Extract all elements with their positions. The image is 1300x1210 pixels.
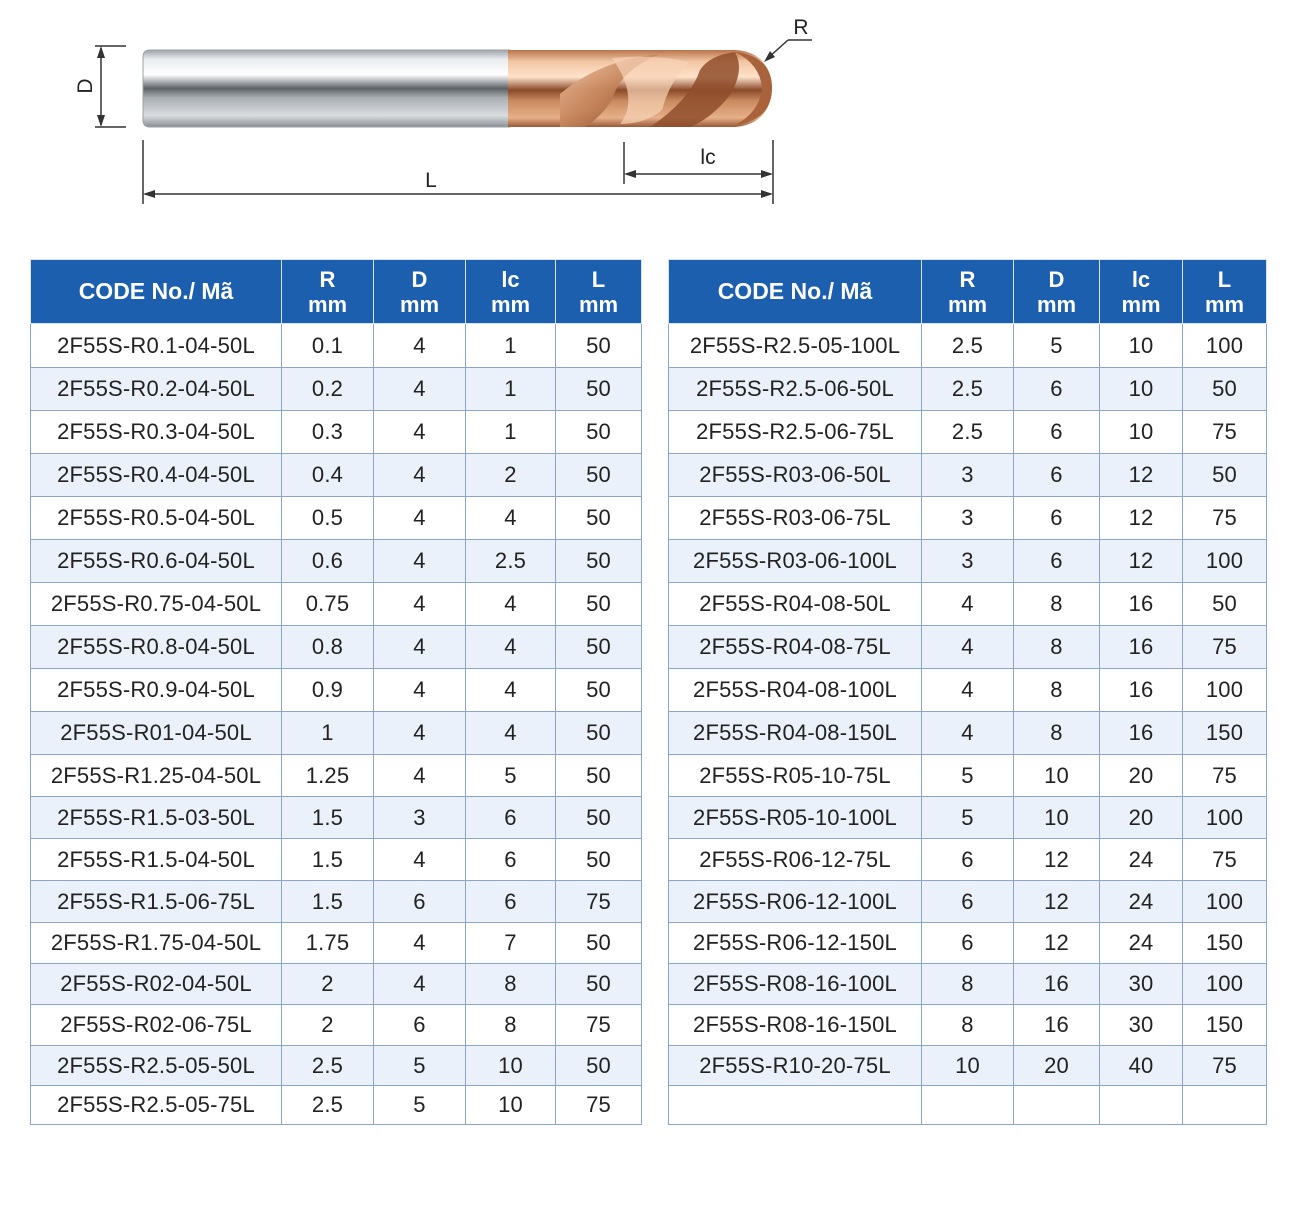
table-row — [669, 368, 1267, 411]
cell-code: 2F55S-R06-12-100L — [669, 881, 922, 923]
cell-lc: 16 — [1100, 669, 1183, 712]
cell-lc: 7 — [466, 923, 556, 964]
cell-code: 2F55S-R04-08-75L — [669, 626, 922, 669]
spec-table-right — [668, 259, 1267, 1125]
header-lc-label: lc — [501, 266, 520, 292]
cell-d: 6 — [1014, 411, 1100, 454]
table-row — [669, 712, 1267, 755]
table-row — [669, 669, 1267, 712]
cell-code: 2F55S-R02-04-50L — [31, 964, 282, 1005]
header-l-unit: mm — [1204, 291, 1245, 317]
cell-lc: 10 — [466, 1046, 556, 1086]
table-row — [31, 1086, 642, 1125]
table-row — [669, 839, 1267, 881]
header-r-unit: mm — [947, 291, 988, 317]
cell-code: 2F55S-R1.5-06-75L — [31, 881, 282, 923]
cell-code: 2F55S-R0.1-04-50L — [31, 324, 282, 368]
table-row — [31, 626, 642, 669]
cell-code: 2F55S-R03-06-50L — [669, 454, 922, 497]
cell-r: 5 — [922, 797, 1014, 839]
cell-r: 4 — [922, 626, 1014, 669]
table-row — [669, 797, 1267, 839]
cell-lc: 2.5 — [466, 540, 556, 583]
table-row — [31, 324, 642, 368]
cell-d: 4 — [374, 324, 466, 368]
cell-d: 4 — [374, 454, 466, 497]
cell-d: 20 — [1014, 1046, 1100, 1086]
cell-lc: 30 — [1100, 1005, 1183, 1046]
cell-r: 2 — [282, 964, 374, 1005]
cell-code: 2F55S-R2.5-05-50L — [31, 1046, 282, 1086]
cell-lc: 4 — [466, 583, 556, 626]
cell-r: 3 — [922, 454, 1014, 497]
cell-lc: 4 — [466, 669, 556, 712]
cell-code: 2F55S-R0.8-04-50L — [31, 626, 282, 669]
cell-lc: 5 — [466, 755, 556, 797]
cell-l: 50 — [556, 583, 642, 626]
cell-lc: 16 — [1100, 583, 1183, 626]
cell-r: 4 — [922, 583, 1014, 626]
cell-l: 150 — [1183, 923, 1267, 964]
cell-code: 2F55S-R1.5-04-50L — [31, 839, 282, 881]
cell-d: 6 — [1014, 454, 1100, 497]
dimension-label-d: D — [74, 78, 97, 94]
cell-d: 10 — [1014, 755, 1100, 797]
cell-code: 2F55S-R0.3-04-50L — [31, 411, 282, 454]
cell-lc: 12 — [1100, 497, 1183, 540]
cell-code: 2F55S-R0.5-04-50L — [31, 497, 282, 540]
header-l-label: L — [1217, 266, 1232, 292]
cell-l: 50 — [556, 964, 642, 1005]
table-row — [669, 881, 1267, 923]
header-d — [1014, 260, 1100, 324]
cell-code: 2F55S-R01-04-50L — [31, 712, 282, 755]
cell-d: 12 — [1014, 923, 1100, 964]
cell-r: 2.5 — [282, 1086, 374, 1125]
cell-lc: 4 — [466, 626, 556, 669]
cell-r: 5 — [922, 755, 1014, 797]
cell-code — [669, 1086, 922, 1125]
cell-l — [1183, 1086, 1267, 1125]
table-row — [31, 755, 642, 797]
cell-l: 50 — [1183, 583, 1267, 626]
cell-code: 2F55S-R1.25-04-50L — [31, 755, 282, 797]
cell-r: 0.8 — [282, 626, 374, 669]
cell-code: 2F55S-R1.75-04-50L — [31, 923, 282, 964]
cell-l: 75 — [556, 1086, 642, 1125]
cell-r: 0.75 — [282, 583, 374, 626]
cell-lc: 8 — [466, 1005, 556, 1046]
table-header-row — [31, 260, 642, 324]
cell-r: 10 — [922, 1046, 1014, 1086]
table-row — [31, 712, 642, 755]
table-row — [669, 324, 1267, 368]
header-code: CODE No./ Mã — [669, 260, 922, 324]
cell-d: 4 — [374, 755, 466, 797]
cell-code: 2F55S-R08-16-150L — [669, 1005, 922, 1046]
cell-d: 8 — [1014, 583, 1100, 626]
cell-r: 3 — [922, 540, 1014, 583]
cell-r: 1.75 — [282, 923, 374, 964]
cell-code: 2F55S-R06-12-150L — [669, 923, 922, 964]
header-r — [922, 260, 1014, 324]
cell-lc: 6 — [466, 797, 556, 839]
table-header-row — [669, 260, 1267, 324]
cell-code: 2F55S-R02-06-75L — [31, 1005, 282, 1046]
cell-l: 50 — [556, 1046, 642, 1086]
cell-code: 2F55S-R08-16-100L — [669, 964, 922, 1005]
cell-lc: 40 — [1100, 1046, 1183, 1086]
header-lc — [1100, 260, 1183, 324]
cell-r: 6 — [922, 839, 1014, 881]
cell-r: 2.5 — [922, 324, 1014, 368]
cell-l: 50 — [1183, 368, 1267, 411]
cell-d: 5 — [1014, 324, 1100, 368]
cell-l: 100 — [1183, 324, 1267, 368]
cell-l: 50 — [556, 497, 642, 540]
cell-d: 6 — [374, 881, 466, 923]
cell-code: 2F55S-R06-12-75L — [669, 839, 922, 881]
cell-d: 8 — [1014, 712, 1100, 755]
tool-drawing — [0, 0, 1300, 230]
cell-r: 4 — [922, 669, 1014, 712]
table-row — [669, 1005, 1267, 1046]
table-row — [31, 1046, 642, 1086]
cell-code: 2F55S-R0.9-04-50L — [31, 669, 282, 712]
header-lc-unit: mm — [1121, 291, 1161, 317]
cell-r: 0.1 — [282, 324, 374, 368]
cell-l: 50 — [556, 324, 642, 368]
header-lc-unit: mm — [490, 291, 531, 317]
table-row — [31, 454, 642, 497]
cell-code: 2F55S-R04-08-50L — [669, 583, 922, 626]
cell-l: 50 — [556, 626, 642, 669]
cell-d: 4 — [374, 669, 466, 712]
cell-l: 100 — [1183, 964, 1267, 1005]
header-r-label: R — [319, 266, 336, 292]
cell-d — [1014, 1086, 1100, 1125]
cell-l: 50 — [556, 923, 642, 964]
cell-r: 1.5 — [282, 881, 374, 923]
cell-r: 0.9 — [282, 669, 374, 712]
cell-code: 2F55S-R10-20-75L — [669, 1046, 922, 1086]
cell-lc: 24 — [1100, 839, 1183, 881]
end-mill-diagram — [0, 0, 1300, 230]
cell-l: 75 — [1183, 411, 1267, 454]
cell-d: 5 — [374, 1086, 466, 1125]
cell-d: 3 — [374, 797, 466, 839]
cell-lc: 12 — [1100, 454, 1183, 497]
cell-lc: 4 — [466, 497, 556, 540]
cell-l: 150 — [1183, 1005, 1267, 1046]
tool-shank — [143, 50, 510, 127]
cell-l: 50 — [556, 540, 642, 583]
cell-lc: 10 — [466, 1086, 556, 1125]
cell-lc: 10 — [1100, 368, 1183, 411]
cell-r: 6 — [922, 881, 1014, 923]
dimension-label-l: L — [425, 169, 437, 192]
cell-l: 50 — [1183, 454, 1267, 497]
cell-l: 50 — [556, 454, 642, 497]
cell-d: 8 — [1014, 626, 1100, 669]
header-code: CODE No./ Mã — [31, 260, 282, 324]
cell-l: 50 — [556, 755, 642, 797]
header-lc-label: lc — [1131, 266, 1151, 292]
cell-lc: 16 — [1100, 712, 1183, 755]
cell-r: 3 — [922, 497, 1014, 540]
cell-r — [922, 1086, 1014, 1125]
cell-d: 4 — [374, 540, 466, 583]
cell-l: 50 — [556, 368, 642, 411]
table-row — [31, 368, 642, 411]
cell-lc: 30 — [1100, 964, 1183, 1005]
cell-d: 4 — [374, 368, 466, 411]
cell-code: 2F55S-R2.5-05-100L — [669, 324, 922, 368]
cell-l: 50 — [556, 411, 642, 454]
header-d-label: D — [411, 266, 428, 292]
cell-code: 2F55S-R0.75-04-50L — [31, 583, 282, 626]
cell-l: 100 — [1183, 669, 1267, 712]
cell-lc: 8 — [466, 964, 556, 1005]
cell-d: 12 — [1014, 839, 1100, 881]
cell-l: 50 — [556, 839, 642, 881]
table-row — [31, 923, 642, 964]
cell-r: 1.5 — [282, 797, 374, 839]
cell-d: 4 — [374, 712, 466, 755]
cell-l: 100 — [1183, 881, 1267, 923]
header-l — [1183, 260, 1267, 324]
header-l-label: L — [591, 266, 606, 292]
cell-d: 4 — [374, 583, 466, 626]
cell-d: 4 — [374, 411, 466, 454]
cell-d: 16 — [1014, 1005, 1100, 1046]
table-row — [669, 454, 1267, 497]
cell-l: 150 — [1183, 712, 1267, 755]
cell-r: 2.5 — [922, 368, 1014, 411]
cell-r: 0.4 — [282, 454, 374, 497]
cell-lc: 1 — [466, 368, 556, 411]
cell-r: 0.2 — [282, 368, 374, 411]
table-row — [31, 797, 642, 839]
cell-r: 1.5 — [282, 839, 374, 881]
cell-l: 75 — [1183, 1046, 1267, 1086]
cell-r: 8 — [922, 964, 1014, 1005]
table-row — [669, 1086, 1267, 1125]
table-row — [31, 669, 642, 712]
cell-lc: 24 — [1100, 881, 1183, 923]
table-row — [669, 755, 1267, 797]
cell-r: 8 — [922, 1005, 1014, 1046]
header-d-unit: mm — [1036, 291, 1077, 317]
cell-lc — [1100, 1086, 1183, 1125]
cell-r: 1 — [282, 712, 374, 755]
cell-r: 2 — [282, 1005, 374, 1046]
dimension-label-lc: lc — [700, 146, 716, 169]
cell-lc: 12 — [1100, 540, 1183, 583]
header-r-label: R — [959, 266, 976, 292]
cell-d: 4 — [374, 923, 466, 964]
cell-code: 2F55S-R04-08-150L — [669, 712, 922, 755]
table-row — [669, 411, 1267, 454]
table-row — [31, 497, 642, 540]
cell-lc: 20 — [1100, 755, 1183, 797]
table-row — [669, 626, 1267, 669]
table-row — [31, 839, 642, 881]
table-row — [31, 411, 642, 454]
cell-l: 75 — [556, 1005, 642, 1046]
cell-d: 4 — [374, 497, 466, 540]
cell-code: 2F55S-R05-10-75L — [669, 755, 922, 797]
cell-lc: 6 — [466, 839, 556, 881]
cell-code: 2F55S-R04-08-100L — [669, 669, 922, 712]
cell-d: 5 — [374, 1046, 466, 1086]
cell-r: 2.5 — [282, 1046, 374, 1086]
table-row — [669, 923, 1267, 964]
cell-l: 100 — [1183, 540, 1267, 583]
cell-lc: 20 — [1100, 797, 1183, 839]
header-l — [556, 260, 642, 324]
cell-code: 2F55S-R2.5-06-75L — [669, 411, 922, 454]
table-row — [31, 583, 642, 626]
table-row — [669, 1046, 1267, 1086]
table-row — [31, 964, 642, 1005]
cell-code: 2F55S-R0.4-04-50L — [31, 454, 282, 497]
cell-d: 10 — [1014, 797, 1100, 839]
header-r-unit: mm — [307, 291, 348, 317]
cell-code: 2F55S-R05-10-100L — [669, 797, 922, 839]
cell-r: 6 — [922, 923, 1014, 964]
cell-r: 0.3 — [282, 411, 374, 454]
table-row — [31, 540, 642, 583]
cell-r: 1.25 — [282, 755, 374, 797]
cell-l: 75 — [1183, 755, 1267, 797]
cell-l: 50 — [556, 797, 642, 839]
cell-d: 12 — [1014, 881, 1100, 923]
cell-d: 4 — [374, 839, 466, 881]
header-r — [282, 260, 374, 324]
header-d-label: D — [1048, 266, 1065, 292]
cell-d: 6 — [374, 1005, 466, 1046]
table-row — [669, 964, 1267, 1005]
cell-code: 2F55S-R03-06-100L — [669, 540, 922, 583]
cell-code: 2F55S-R0.2-04-50L — [31, 368, 282, 411]
header-l-unit: mm — [578, 291, 619, 317]
cell-d: 4 — [374, 626, 466, 669]
cell-code: 2F55S-R03-06-75L — [669, 497, 922, 540]
spec-table-left — [30, 259, 642, 1125]
cell-lc: 2 — [466, 454, 556, 497]
cell-l: 50 — [556, 669, 642, 712]
cell-code: 2F55S-R2.5-06-50L — [669, 368, 922, 411]
cell-lc: 4 — [466, 712, 556, 755]
cell-r: 0.6 — [282, 540, 374, 583]
cell-r: 4 — [922, 712, 1014, 755]
cell-l: 75 — [1183, 839, 1267, 881]
cell-l: 75 — [556, 881, 642, 923]
cell-lc: 24 — [1100, 923, 1183, 964]
table-row — [31, 881, 642, 923]
cell-code: 2F55S-R2.5-05-75L — [31, 1086, 282, 1125]
cell-lc: 10 — [1100, 324, 1183, 368]
table-row — [669, 540, 1267, 583]
cell-lc: 1 — [466, 324, 556, 368]
header-d — [374, 260, 466, 324]
cell-d: 6 — [1014, 540, 1100, 583]
dimension-label-r: R — [793, 16, 809, 39]
cell-lc: 16 — [1100, 626, 1183, 669]
cell-d: 6 — [1014, 368, 1100, 411]
table-body-left — [31, 324, 642, 1125]
cell-l: 100 — [1183, 797, 1267, 839]
table-body-right — [669, 324, 1267, 1125]
cell-lc: 6 — [466, 881, 556, 923]
cell-r: 2.5 — [922, 411, 1014, 454]
cell-r: 0.5 — [282, 497, 374, 540]
cell-lc: 10 — [1100, 411, 1183, 454]
header-lc — [466, 260, 556, 324]
table-row — [669, 497, 1267, 540]
cell-l: 75 — [1183, 497, 1267, 540]
table-row — [31, 1005, 642, 1046]
cell-code: 2F55S-R1.5-03-50L — [31, 797, 282, 839]
cell-d: 16 — [1014, 964, 1100, 1005]
cell-d: 8 — [1014, 669, 1100, 712]
cell-lc: 1 — [466, 411, 556, 454]
table-row — [669, 583, 1267, 626]
cell-l: 75 — [1183, 626, 1267, 669]
header-d-unit: mm — [399, 291, 440, 317]
cell-l: 50 — [556, 712, 642, 755]
cell-d: 6 — [1014, 497, 1100, 540]
cell-d: 4 — [374, 964, 466, 1005]
cell-code: 2F55S-R0.6-04-50L — [31, 540, 282, 583]
